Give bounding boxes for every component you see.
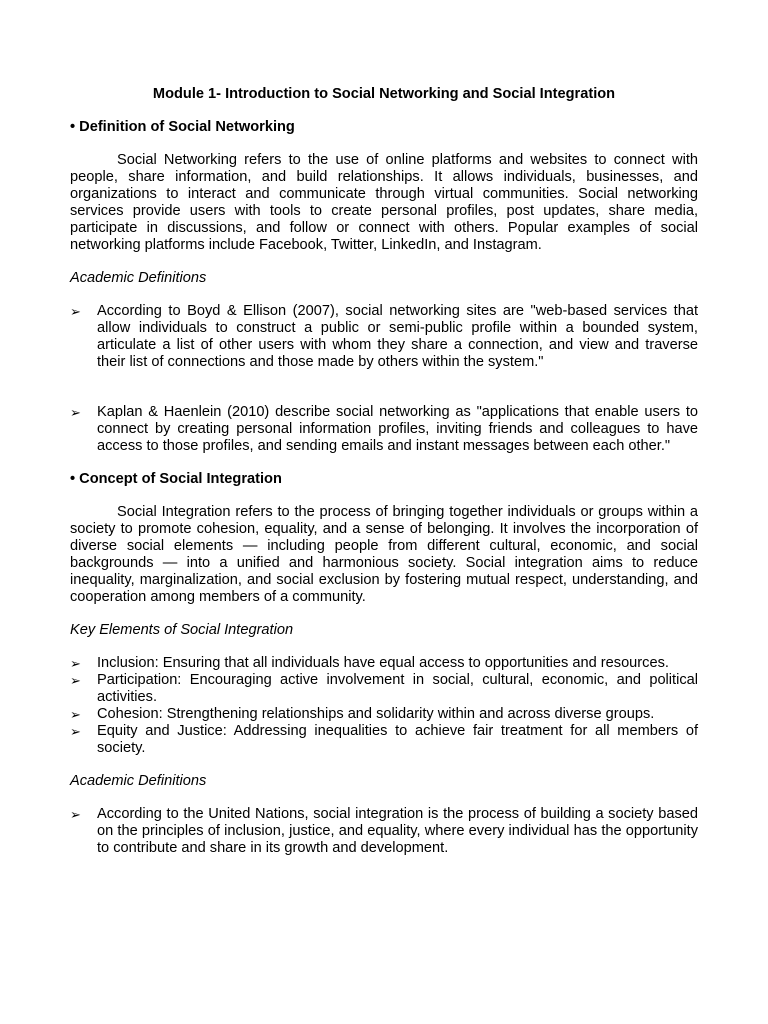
arrow-bullet-icon: ➢ bbox=[70, 656, 81, 671]
section-heading-label: Definition of Social Networking bbox=[79, 119, 295, 135]
academic-definitions-heading: Academic Definitions bbox=[70, 773, 207, 789]
arrow-bullet-icon: ➢ bbox=[70, 304, 81, 319]
section-heading-social-integration bbox=[70, 471, 698, 488]
arrow-bullet-icon: ➢ bbox=[70, 673, 81, 688]
bullet-marker: • bbox=[70, 471, 76, 487]
social-networking-paragraph: Social Networking refers to the use of online platforms and websites to connect with people, share information, and build relationships. It allows individuals, businesses, and organizations to interact and communicate through virtual communities. Social networking services provide users with tools to create personal profiles, post updates, share media, participate in discussions, and follow or connect with others. Popular examples of social networking platforms include Facebook, Twitter, LinkedIn, and Instagram. bbox=[70, 152, 698, 253]
list-item-text: Cohesion: Strengthening relationships and solidarity within and across diverse groups. bbox=[97, 706, 655, 722]
academic-definitions-heading: Academic Definitions bbox=[70, 270, 207, 286]
social-integration-paragraph: Social Integration refers to the process of bringing together individuals or groups within a society to promote cohesion, equality, and a sense of belonging. It involves the incorporation of diverse social elements — including people from different cultural, economic, and social backgrounds — into a unified and harmonious society. Social integration aims to reduce inequality, marginalization, and social exclusion by fostering mutual respect, understanding, and cooperation among members of a community. bbox=[70, 504, 698, 605]
list-item-text: According to the United Nations, social integration is the process of building a society based on the principles of inclusion, justice, and equality, where every individual has the opportunity to contribute and share in its growth and development. bbox=[97, 806, 698, 856]
arrow-bullet-icon: ➢ bbox=[70, 807, 81, 822]
list-item-text: Equity and Justice: Addressing inequalities to achieve fair treatment for all members of society. bbox=[97, 723, 698, 756]
list-item bbox=[70, 303, 698, 371]
integration-definitions-list bbox=[70, 806, 698, 857]
list-item-text: Kaplan & Haenlein (2010) describe social networking as "applications that enable users to connect by creating personal information profiles, inviting friends and colleagues to have access to those profiles, and sending emails and instant messages between each other." bbox=[97, 404, 698, 454]
list-item-text: According to Boyd & Ellison (2007), social networking sites are "web-based services that allow individuals to construct a public or semi-public profile within a bounded system, articulate a list of other users with whom they share a connection, and view and traverse their list of connections and those made by others within the system." bbox=[97, 303, 698, 370]
list-item bbox=[70, 404, 698, 455]
arrow-bullet-icon: ➢ bbox=[70, 724, 81, 739]
networking-definitions-list bbox=[70, 303, 698, 455]
list-item-text: Inclusion: Ensuring that all individuals have equal access to opportunities and resources. bbox=[97, 655, 669, 671]
arrow-bullet-icon: ➢ bbox=[70, 707, 81, 722]
list-item bbox=[70, 655, 698, 672]
section-heading-social-networking bbox=[70, 119, 698, 136]
key-elements-heading: Key Elements of Social Integration bbox=[70, 622, 294, 638]
list-item bbox=[70, 806, 698, 857]
key-elements-list bbox=[70, 655, 698, 757]
list-item-text: Participation: Encouraging active involvement in social, cultural, economic, and political activities. bbox=[97, 672, 698, 705]
list-item bbox=[70, 723, 698, 757]
list-item bbox=[70, 706, 698, 723]
list-item bbox=[70, 672, 698, 706]
bullet-marker: • bbox=[70, 119, 76, 135]
document-title: Module 1- Introduction to Social Networking and Social Integration bbox=[152, 86, 616, 102]
section-heading-label: Concept of Social Integration bbox=[79, 471, 282, 487]
arrow-bullet-icon: ➢ bbox=[70, 405, 81, 420]
